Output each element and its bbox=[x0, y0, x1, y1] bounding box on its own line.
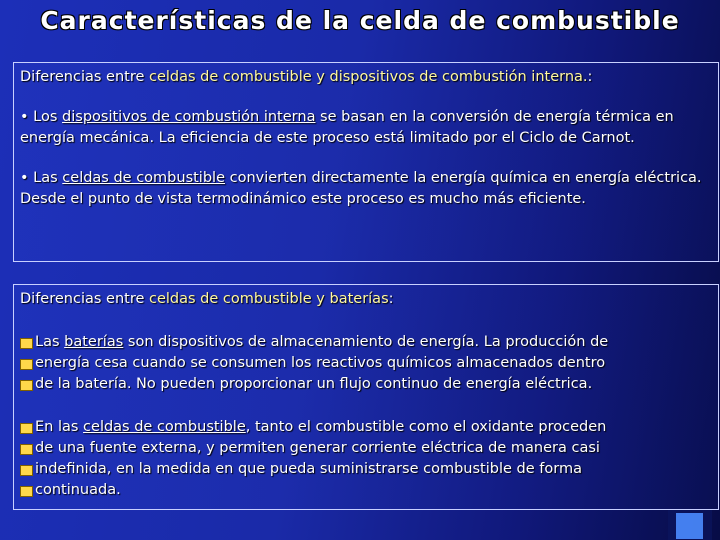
combustion-heading bbox=[20, 67, 712, 88]
underlined-term: baterías bbox=[64, 334, 124, 350]
corner-square-decoration bbox=[676, 513, 703, 539]
line-text: energía cesa cuando se consumen los reactivos químicos almacenados dentro bbox=[35, 355, 606, 371]
paragraph-text: convierten directamente la energía química en energía eléctrica. Desde el punto de vista termodinámico este proceso es mucho más eficiente. bbox=[20, 170, 702, 207]
heading-colon: : bbox=[388, 291, 394, 307]
line-text: de una fuente externa, y permiten generar corriente eléctrica de manera casi bbox=[35, 440, 600, 456]
underlined-term: dispositivos de combustión interna bbox=[62, 109, 316, 125]
line-text: son dispositivos de almacenamiento de energía. La producción de bbox=[123, 334, 609, 350]
bullet-square-icon bbox=[20, 380, 33, 391]
heading-text: Diferencias entre bbox=[20, 69, 149, 85]
bullet-text: • Los bbox=[20, 109, 63, 125]
underlined-term: celdas de combustible bbox=[83, 419, 246, 435]
heading-highlight: celdas de combustible y baterías bbox=[149, 291, 389, 307]
battery-heading bbox=[20, 289, 712, 310]
heading-colon: : bbox=[587, 69, 593, 85]
bullet-square-icon bbox=[20, 359, 33, 370]
line-text: continuada. bbox=[35, 482, 121, 498]
combustion-comparison-box bbox=[13, 62, 719, 262]
bullet-text: • Las bbox=[20, 170, 63, 186]
bullet-square-icon bbox=[20, 465, 33, 476]
battery-comparison-box bbox=[13, 284, 719, 510]
bullet-square-icon bbox=[20, 338, 33, 349]
underlined-term: celdas de combustible bbox=[62, 170, 225, 186]
bullet-square-icon bbox=[20, 486, 33, 497]
line-text: , tanto el combustible como el oxidante proceden bbox=[245, 419, 607, 435]
fuel-cell-paragraph bbox=[20, 168, 712, 210]
bullet-square-icon bbox=[20, 444, 33, 455]
line-text: de la batería. No pueden proporcionar un flujo continuo de energía eléctrica. bbox=[35, 376, 593, 392]
heading-highlight: celdas de combustible y dispositivos de combustión interna. bbox=[149, 69, 588, 85]
line-text: En las bbox=[35, 419, 84, 435]
slide-title: Características de la celda de combustible bbox=[40, 6, 680, 35]
battery-paragraph bbox=[20, 332, 712, 395]
bullet-square-icon bbox=[20, 423, 33, 434]
combustion-paragraph bbox=[20, 107, 712, 149]
paragraph-text: se basan en la conversión de energía térmica en energía mecánica. La eficiencia de este proceso está limitado por el Ciclo de Carnot. bbox=[20, 109, 674, 146]
line-text: indefinida, en la medida en que pueda suministrarse combustible de forma bbox=[35, 461, 582, 477]
line-text: Las bbox=[35, 334, 65, 350]
heading-text: Diferencias entre bbox=[20, 291, 149, 307]
fuel-cell-battery-paragraph bbox=[20, 417, 712, 501]
